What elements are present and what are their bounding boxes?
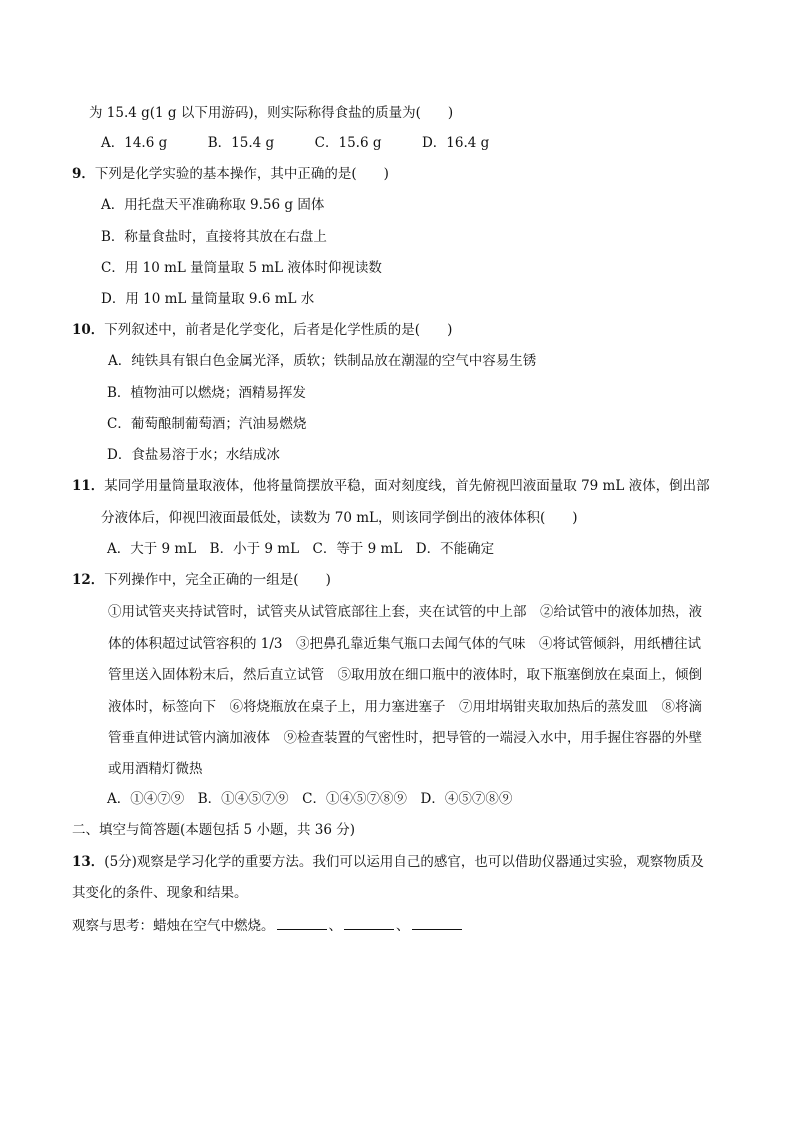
q9-option-a: A．用托盘天平准确称取 9.56 g 固体: [101, 197, 325, 213]
q11-number: 11．: [72, 478, 105, 494]
blank-separator-1: 、: [328, 918, 342, 934]
q12-number: 12．: [72, 572, 105, 588]
blank-separator-2: 、: [396, 918, 410, 934]
q12-stem-line: [72, 570, 331, 590]
q11-options: A．大于 9 mL B．小于 9 mL C．等于 9 mL D．不能确定: [107, 541, 495, 557]
q13-observation-line: [72, 915, 464, 936]
answer-blank-1[interactable]: [277, 915, 327, 930]
q9-stem: 下列是化学实验的基本操作，其中正确的是( ): [94, 166, 389, 182]
q12-body-line-2: 体的体积超过试管容积的 1/3 ③把鼻孔靠近集气瓶口去闻气体的气味 ④将试管倾斜，用纸槽往试: [108, 636, 702, 652]
q13-observation-text: 观察与思考：蜡烛在空气中燃烧。: [72, 918, 275, 934]
q9-option-b: B．称量食盐时，直接将其放在右盘上: [101, 229, 327, 245]
q10-option-d: D．食盐易溶于水；水结成冰: [107, 447, 280, 463]
q12-body-line-5: 管垂直伸进试管内滴加液体 ⑨检查装置的气密性时，把导管的一端浸入水中，用手握住容器的外壁: [108, 730, 702, 746]
q10-stem: 下列叙述中，前者是化学变化，后者是化学性质的是( ): [104, 322, 453, 338]
q12-stem: 下列操作中，完全正确的一组是( ): [104, 572, 331, 588]
q13-stem-1: (5分)观察是学习化学的重要方法。我们可以运用自己的感官，也可以借助仪器通过实验，观察物质及: [104, 854, 704, 870]
q9-option-c: C．用 10 mL 量筒量取 5 mL 液体时仰视读数: [101, 260, 382, 276]
q11-stem-line-2: 分液体后，仰视凹液面最低处，读数为 70 mL，则该同学倒出的液体体积( ): [101, 510, 578, 526]
q10-option-b: B．植物油可以燃烧；酒精易挥发: [107, 385, 306, 401]
q9-number: 9．: [72, 166, 95, 182]
q10-stem-line: [72, 320, 452, 340]
answer-blank-2[interactable]: [344, 915, 394, 930]
q10-option-c: C．葡萄酿制葡萄酒；汽油易燃烧: [107, 416, 307, 432]
q10-option-a: A．纯铁具有银白色金属光泽，质软；铁制品放在潮湿的空气中容易生锈: [108, 353, 537, 369]
q12-body-line-1: ①用试管夹夹持试管时，试管夹从试管底部往上套，夹在试管的中上部 ②给试管中的液体加热，液: [108, 604, 702, 620]
q12-body-line-4: 液体时，标签向下 ⑥将烧瓶放在桌子上，用力塞进塞子 ⑦用坩埚钳夹取加热后的蒸发皿 ⑧将滴: [108, 699, 702, 715]
q11-stem-line-1: [72, 476, 710, 496]
q10-number: 10．: [72, 322, 105, 338]
q11-stem-1: 某同学用量筒量取液体，他将量筒摆放平稳，面对刻度线，首先俯视凹液面量取 79 mL 液体，倒出部: [104, 478, 710, 494]
q8-continuation: 为 15.4 g(1 g 以下用游码)，则实际称得食盐的质量为( ): [89, 105, 454, 121]
q12-body-line-3: 管里送入固体粉末后，然后直立试管 ⑤取用放在细口瓶中的液体时，取下瓶塞倒放在桌面上，倾倒: [108, 667, 702, 683]
q13-number: 13．: [72, 854, 105, 870]
q12-body-line-6: 或用酒精灯微热: [108, 761, 203, 777]
section-2-title: 二、填空与简答题(本题包括 5 小题，共 36 分): [72, 822, 355, 838]
q12-options: A．①④⑦⑨ B．①④⑤⑦⑨ C．①④⑤⑦⑧⑨ D．④⑤⑦⑧⑨: [107, 791, 513, 807]
q9-option-d: D．用 10 mL 量筒量取 9.6 mL 水: [101, 291, 315, 307]
q13-stem-line-2: 其变化的条件、现象和结果。: [72, 885, 248, 901]
answer-blank-3[interactable]: [412, 915, 462, 930]
q8-options: A．14.6 g B．15.4 g C．15.6 g D．16.4 g: [101, 135, 490, 151]
q13-stem-line-1: [72, 852, 704, 872]
q9-stem-line: [72, 164, 389, 184]
